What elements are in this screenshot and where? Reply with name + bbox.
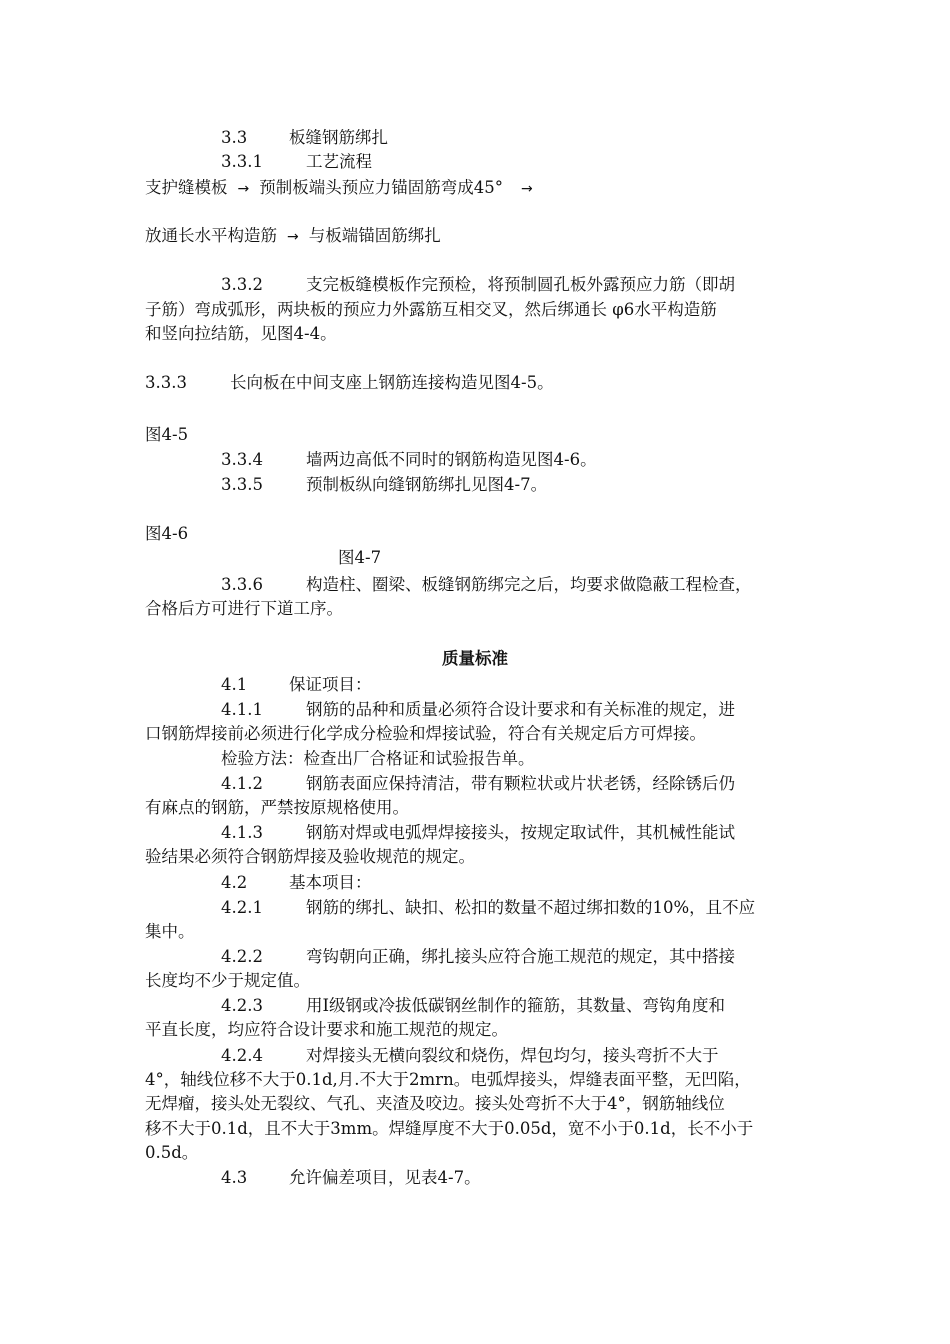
para-3-3-2-line-1: 3.3.2 支完板缝模板作完预检，将预制圆孔板外露预应力筋（即胡: [221, 275, 735, 294]
section-4-2-heading: 4.2 基本项目：: [221, 873, 372, 892]
para-3-3-2-line-2: 子筋）弯成弧形，两块板的预应力外露筋互相交叉，然后绑通长 φ6水平构造筋: [145, 300, 717, 319]
process-flow-line-2: [145, 224, 441, 249]
para-3-3-6-line-2: 合格后方可进行下道工序。: [145, 599, 343, 618]
para-4-2-1-line-1: 4.2.1 钢筋的绑扎、缺扣、松扣的数量不超过绑扣数的10%，且不应: [221, 898, 756, 917]
para-4-2-3-line-1: 4.2.3 用Ⅰ级钢或冷拔低碳钢丝制作的箍筋，其数量、弯钩角度和: [221, 996, 726, 1015]
section-4-1-heading: 4.1 保证项目：: [221, 675, 372, 694]
para-4-2-4-line-3: 无焊瘤，接头处无裂纹、气孔、夹渣及咬边。接头处弯折不大于4°，钢筋轴线位: [145, 1094, 725, 1113]
quality-standard-title: 质量标准: [442, 649, 508, 668]
para-4-2-2-line-1: 4.2.2 弯钩朝向正确，绑扎接头应符合施工规范的规定，其中搭接: [221, 947, 735, 966]
para-4-1-3-line-2: 验结果必须符合钢筋焊接及验收规范的规定。: [145, 847, 475, 866]
flow-step-3: 放通长水平构造筋: [145, 226, 277, 245]
para-3-3-2-line-3: 和竖向拉结筋，见图4-4。: [145, 324, 337, 343]
para-3-3-4: 3.3.4 墙两边高低不同时的钢筋构造见图4-6。: [221, 450, 597, 469]
para-4-2-2-line-2: 长度均不少于规定值。: [145, 971, 310, 990]
inspection-method: 检验方法：检查出厂合格证和试验报告单。: [221, 749, 535, 768]
para-3-3-5: 3.3.5 预制板纵向缝钢筋绑扎见图4-7。: [221, 475, 548, 494]
flow-step-2: 预制板端头预应力锚固筋弯成45°: [259, 178, 503, 197]
arrow-right-icon: →: [237, 181, 250, 197]
figure-4-6-caption: 图4-6: [145, 524, 189, 543]
section-4-3-heading: 4.3 允许偏差项目，见表4-7。: [221, 1168, 481, 1187]
para-4-1-3-line-1: 4.1.3 钢筋对焊或电弧焊焊接接头，按规定取试件，其机械性能试: [221, 823, 735, 842]
para-3-3-6-line-1: 3.3.6 构造柱、圈梁、板缝钢筋绑完之后，均要求做隐蔽工程检查，: [221, 575, 752, 594]
para-4-2-4-line-4: 移不大于0.1d，且不大于3mm。焊缝厚度不大于0.05d，宽不小于0.1d，长不小于: [145, 1119, 754, 1138]
section-3-3-1-heading: 3.3.1 工艺流程: [221, 152, 372, 171]
para-4-1-1-line-1: 4.1.1 钢筋的品种和质量必须符合设计要求和有关标准的规定，进: [221, 700, 735, 719]
flow-step-4: 与板端锚固筋绑扎: [308, 226, 441, 245]
para-4-1-2-line-2: 有麻点的钢筋，严禁按原规格使用。: [145, 798, 409, 817]
figure-4-7-caption: 图4-7: [338, 548, 382, 567]
para-4-2-4-line-2: 4°，轴线位移不大于0.1d,月.不大于2mrn。电弧焊接头，焊缝表面平整，无凹陷，: [145, 1070, 751, 1089]
process-flow-line-1: [145, 176, 543, 201]
para-4-2-1-line-2: 集中。: [145, 922, 195, 941]
flow-step-1: 支护缝模板: [145, 178, 228, 197]
arrow-right-icon: →: [520, 181, 533, 197]
para-4-2-4-line-1: 4.2.4 对焊接头无横向裂纹和烧伤，焊包均匀，接头弯折不大于: [221, 1046, 719, 1065]
section-3-3-heading: 3.3 板缝钢筋绑扎: [221, 128, 388, 147]
para-4-2-4-line-5: 0.5d。: [145, 1143, 199, 1162]
para-3-3-3: 3.3.3 长向板在中间支座上钢筋连接构造见图4-5。: [145, 373, 554, 392]
figure-4-5-caption: 图4-5: [145, 425, 189, 444]
para-4-2-3-line-2: 平直长度，均应符合设计要求和施工规范的规定。: [145, 1020, 508, 1039]
arrow-right-icon: →: [287, 229, 299, 245]
para-4-1-2-line-1: 4.1.2 钢筋表面应保持清洁，带有颗粒状或片状老锈，经除锈后仍: [221, 774, 735, 793]
para-4-1-1-line-2: 口钢筋焊接前必须进行化学成分检验和焊接试验，符合有关规定后方可焊接。: [145, 724, 706, 743]
